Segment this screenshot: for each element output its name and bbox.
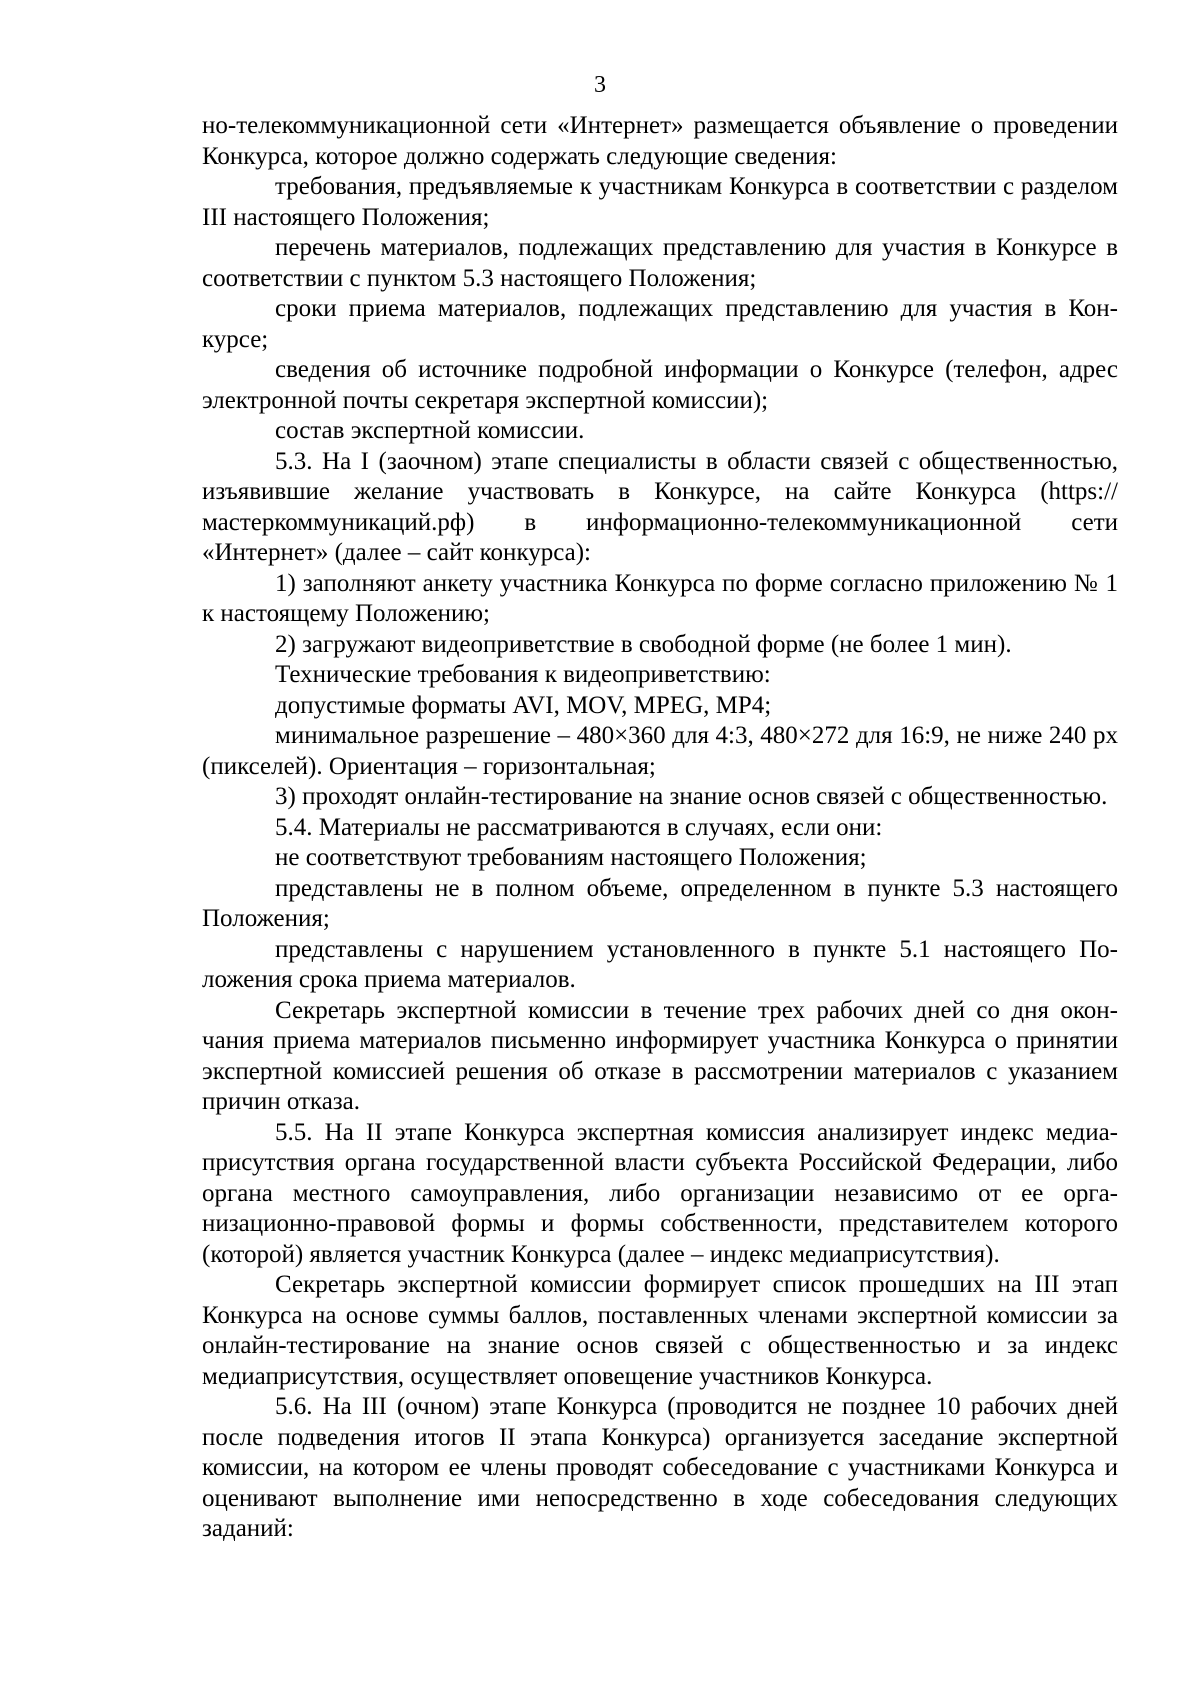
paragraph: 5.6. На III (очном) этапе Конкурса (проводится не позднее 10 рабочих дней после подведения итогов II этапа Конкурса) организуется заседание экспертной комиссии, на котором ее члены проводят собеседование с участниками Конкурса и оценивают выполнение ими непосредственно в ходе собеседования следующих заданий:	[202, 1393, 1118, 1542]
paragraph: состав экспертной комиссии.	[275, 417, 585, 444]
paragraph: минимальное разрешение – 480×360 для 4:3, 480×272 для 16:9, не ниже 240 px (пикселей). Ориентация – горизонтальная;	[202, 722, 1118, 780]
paragraph: перечень материалов, подлежащих представлению для участия в Конкурсе в соответствии с пунктом 5.3 настоящего Положения;	[202, 234, 1118, 292]
paragraph: 5.4. Материалы не рассматриваются в случаях, если они:	[275, 813, 883, 841]
paragraph: сведения об источнике подробной информации о Конкурсе (телефон, адрес электронной почты секретаря экспертной комиссии);	[202, 356, 1118, 414]
page-number: 3	[594, 72, 606, 98]
paragraph: 1) заполняют анкету участника Конкурса по форме согласно приложению № 1 к настоящему Положению;	[202, 569, 1118, 627]
paragraph: Секретарь экспертной комиссии формирует список прошедших на III этап Конкурса на основе суммы баллов, поставленных членами экспертной комиссии за онлайн-тестирование на знание основ связей с общественностью и за индекс медиаприсутствия, осуществляет оповещение участников Конкурса.	[202, 1271, 1118, 1390]
paragraph: требования, предъявляемые к участникам Конкурса в соответствии с разделом III настоящего Положения;	[202, 173, 1118, 231]
paragraph: 2) загружают видеоприветствие в свободной форме (не более 1 мин).	[275, 630, 1012, 658]
paragraph: сроки приема материалов, подлежащих представлению для участия в Конкурсе;	[202, 295, 1118, 353]
paragraph: Технические требования к видеоприветствию:	[275, 661, 771, 688]
paragraph: но-телекоммуникационной сети «Интернет» размещается объявление о проведении Конкурса, которое должно содержать следующие сведения:	[202, 112, 1118, 170]
paragraph: представлены не в полном объеме, определенном в пункте 5.3 настоящего Положения;	[202, 874, 1118, 932]
paragraph: 5.5. На II этапе Конкурса экспертная комиссия анализирует индекс медиаприсутствия органа государственной власти субъекта Российской Федерации, либо органа местного самоуправления, либо организации независимо от ее организационно-правовой формы и формы собственности, представителем которого (которой) является участник Конкурса (далее – индекс медиаприсутствия).	[202, 1118, 1118, 1268]
paragraph: 5.3. На I (заочном) этапе специалисты в области связей с общественностью, изъявившие желание участвовать в Конкурсе, на сайте Конкурса (https://мастеркоммуникаций.рф) в информационно-телекоммуникационной сети «Интернет» (далее – сайт конкурса):	[202, 447, 1118, 566]
paragraph: Секретарь экспертной комиссии в течение трех рабочих дней со дня окончания приема материалов письменно информирует участника Конкурса о принятии экспертной комиссией решения об отказе в рассмотрении материалов с указанием причин отказа.	[202, 996, 1118, 1115]
document-body	[202, 111, 1118, 1545]
paragraph: представлены с нарушением установленного в пункте 5.1 настоящего Положения срока приема материалов.	[202, 935, 1118, 993]
paragraph: допустимые форматы AVI, MOV, MPEG, MP4;	[275, 691, 772, 719]
paragraph: не соответствуют требованиям настоящего Положения;	[275, 844, 867, 871]
paragraph: 3) проходят онлайн-тестирование на знание основ связей с общественностью.	[275, 783, 1108, 810]
